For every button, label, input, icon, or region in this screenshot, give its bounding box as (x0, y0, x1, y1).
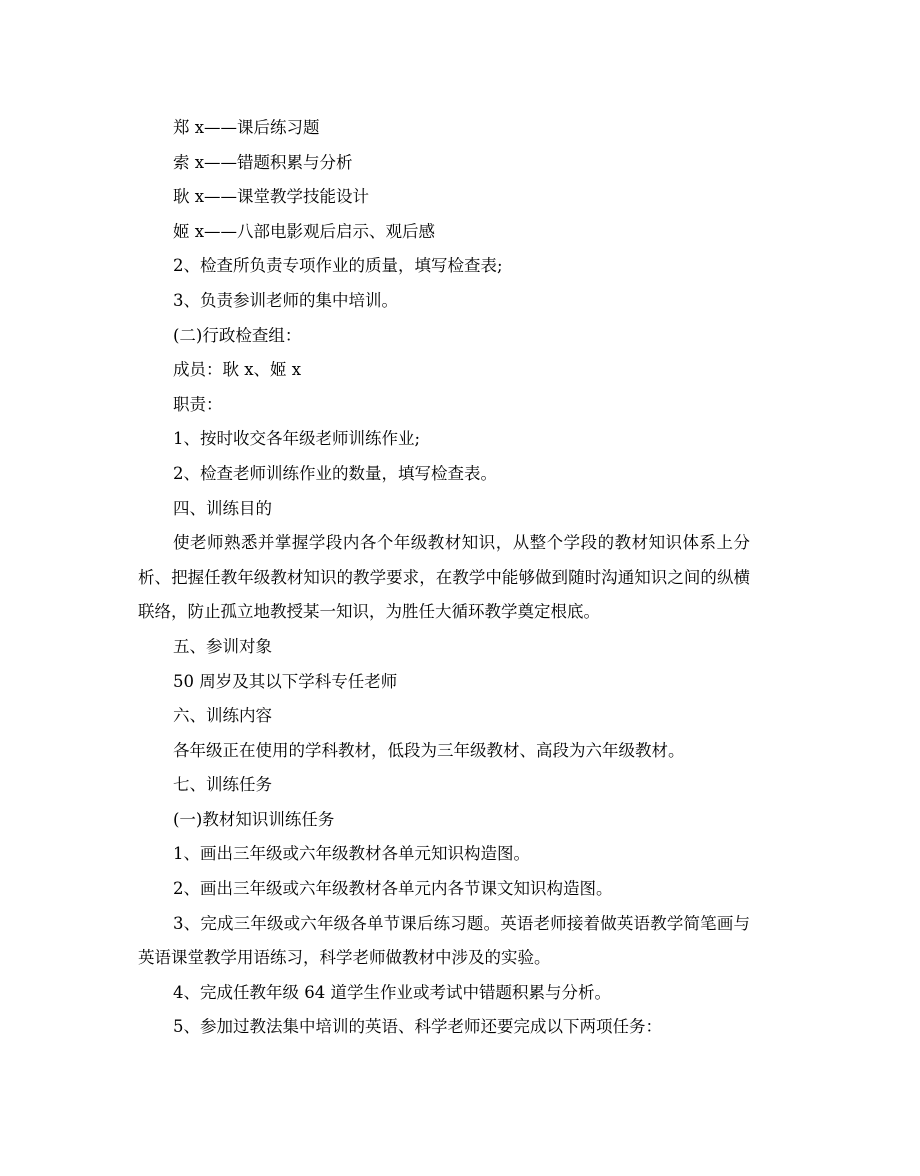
section-heading: 七、训练任务 (173, 775, 272, 795)
paragraph: 2、画出三年级或六年级教材各单元内各节课文知识构造图。 (173, 879, 613, 899)
section-heading: 五、参训对象 (173, 636, 272, 656)
paragraph: 1、按时收交各年级老师训练作业; (173, 429, 421, 449)
paragraph: 姬 x——八部电影观后启示、观后感 (173, 221, 436, 241)
subsection-heading: (一)教材知识训练任务 (173, 809, 335, 829)
paragraph: 成员：耿 x、姬 x (173, 360, 302, 380)
paragraph: (二)行政检查组： (173, 325, 302, 345)
paragraph: 各年级正在使用的学科教材，低段为三年级教材、高段为六年级教材。 (173, 740, 685, 760)
section-heading: 四、训练目的 (173, 498, 272, 518)
paragraph: 3、完成三年级或六年级各单节课后练习题。英语老师接着做英语教学简笔画与英语课堂教学用语练习，科学老师做教材中涉及的实验。 (138, 913, 750, 968)
paragraph: 5、参加过教法集中培训的英语、科学老师还要完成以下两项任务： (173, 1017, 662, 1037)
paragraph: 使老师熟悉并掌握学段内各个年级教材知识，从整个学段的教材知识体系上分析、把握任教年级教材知识的教学要求，在教学中能够做到随时沟通知识之间的纵横联络，防止孤立地教授某一知识，为胜任大循环教学奠定根底。 (138, 533, 750, 622)
paragraph: 4、完成任教年级 64 道学生作业或考试中错题积累与分析。 (173, 982, 611, 1002)
paragraph: 1、画出三年级或六年级教材各单元知识构造图。 (173, 844, 530, 864)
paragraph: 50 周岁及其以下学科专任老师 (173, 671, 398, 691)
section-heading: 六、训练内容 (173, 706, 272, 726)
paragraph: 职责： (173, 394, 223, 414)
document-page (138, 111, 750, 1045)
paragraph: 2、检查所负责专项作业的质量，填写检查表; (173, 256, 503, 276)
paragraph: 索 x——错题积累与分析 (173, 152, 353, 172)
paragraph: 耿 x——课堂教学技能设计 (173, 187, 370, 207)
paragraph: 3、负责参训老师的集中培训。 (173, 290, 398, 310)
paragraph: 郑 x——课后练习题 (173, 118, 320, 137)
paragraph: 2、检查老师训练作业的数量，填写检查表。 (173, 463, 497, 483)
